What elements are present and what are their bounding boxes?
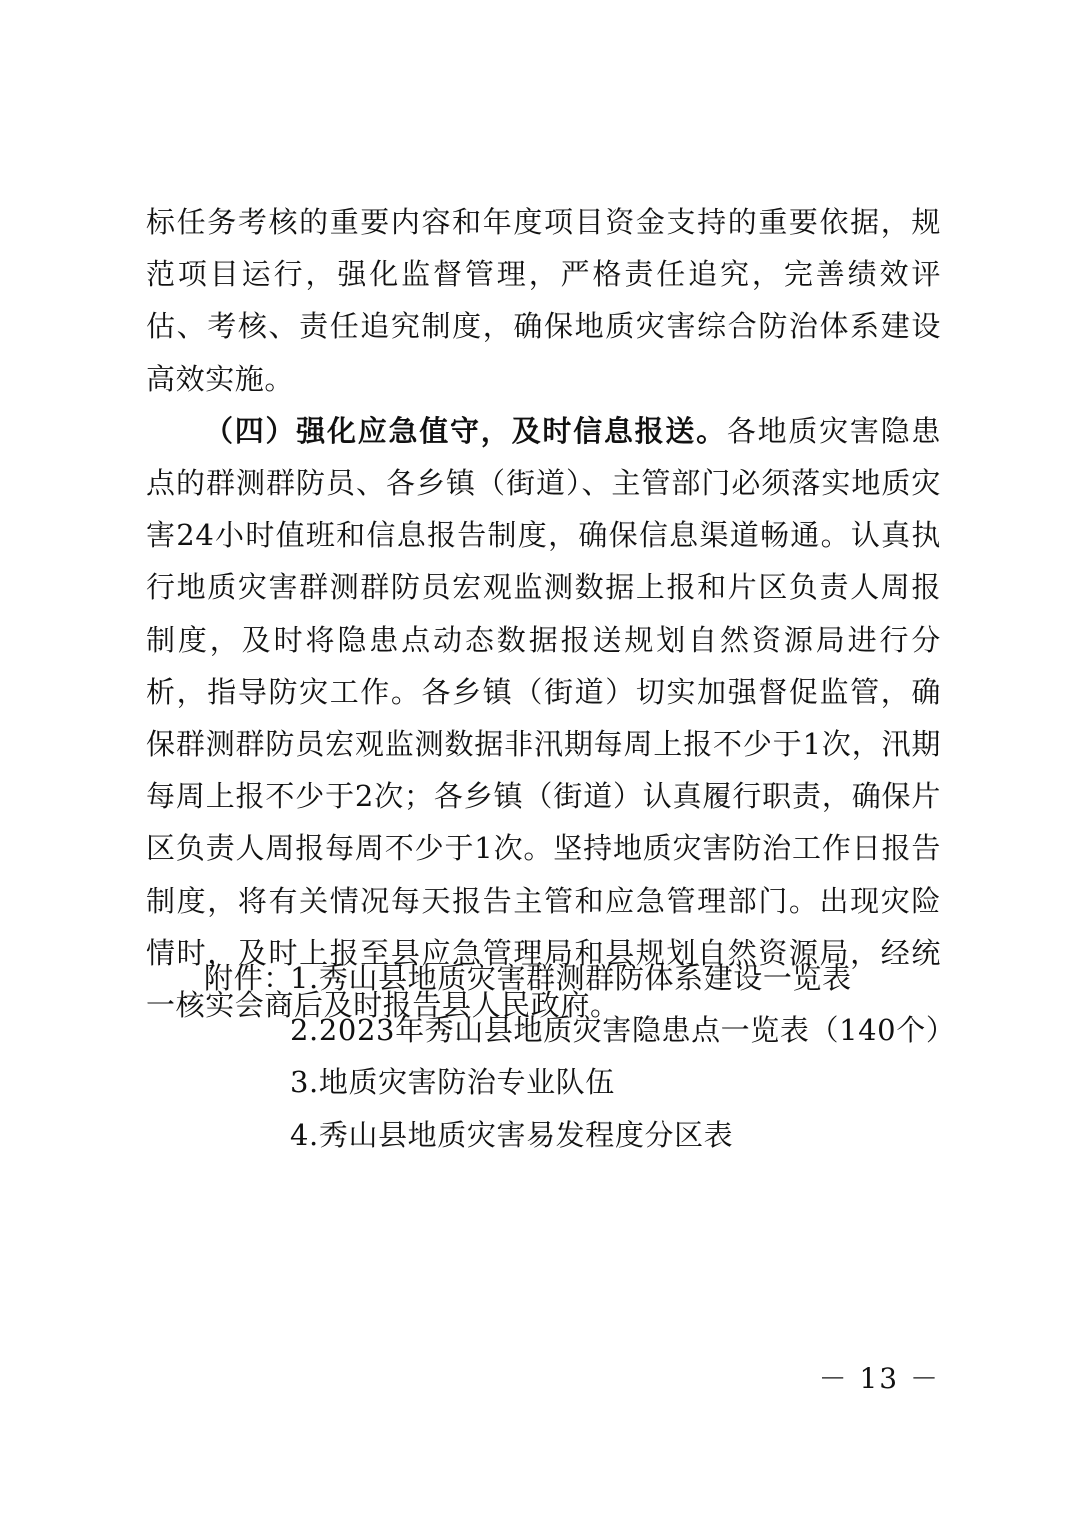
paragraph-text: 各地质灾害隐患点的群测群防员、各乡镇（街道）、主管部门必须落实地质灾害24小时值班和信息报告制度，确保信息渠道畅通。认真执行地质灾害群测群防员宏观监测数据上报和片区负责人周报制度，及时将隐患点动态数据报送规划自然资源局进行分析，指导防灾工作。各乡镇（街道）切实加强督促监管，确保群测群防员宏观监测数据非汛期每周上报不少于1次，汛期每周上报不少于2次；各乡镇（街道）认真履行职责，确保片区负责人周报每周不少于1次。坚持地质灾害防治工作日报告制度，将有关情况每天报告主管和应急管理部门。出现灾险情时，及时上报至县应急管理局和县规划自然资源局，经统一核实会商后及时报告县人民政府。	[146, 413, 941, 1023]
page-number: － 13 －	[818, 1362, 940, 1395]
paragraph-emergency-duty	[146, 405, 941, 1031]
attachment-item: 3.地质灾害防治专业队伍	[290, 1065, 615, 1100]
body-text	[146, 196, 941, 1031]
paragraph-text: 标任务考核的重要内容和年度项目资金支持的重要依据，规范项目运行，强化监督管理，严格责任追究，完善绩效评估、考核、责任追究制度，确保地质灾害综合防治体系建设高效实施。	[146, 205, 941, 396]
attachment-row	[204, 1004, 956, 1056]
attachments-label: 附件：	[204, 961, 293, 995]
attachment-item: 1.秀山县地质灾害群测群防体系建设一览表	[290, 961, 852, 995]
paragraph-continuation	[146, 196, 941, 405]
attachment-row	[204, 952, 944, 1004]
attachment-row	[204, 1056, 944, 1108]
paragraph-heading: （四）强化应急值守，及时信息报送。	[204, 413, 727, 448]
attachments-list	[204, 952, 956, 1161]
attachment-row	[204, 1109, 944, 1161]
attachment-item: 2.2023年秀山县地质灾害隐患点一览表（140个）	[290, 1013, 956, 1048]
attachment-item: 4.秀山县地质灾害易发程度分区表	[290, 1117, 734, 1152]
